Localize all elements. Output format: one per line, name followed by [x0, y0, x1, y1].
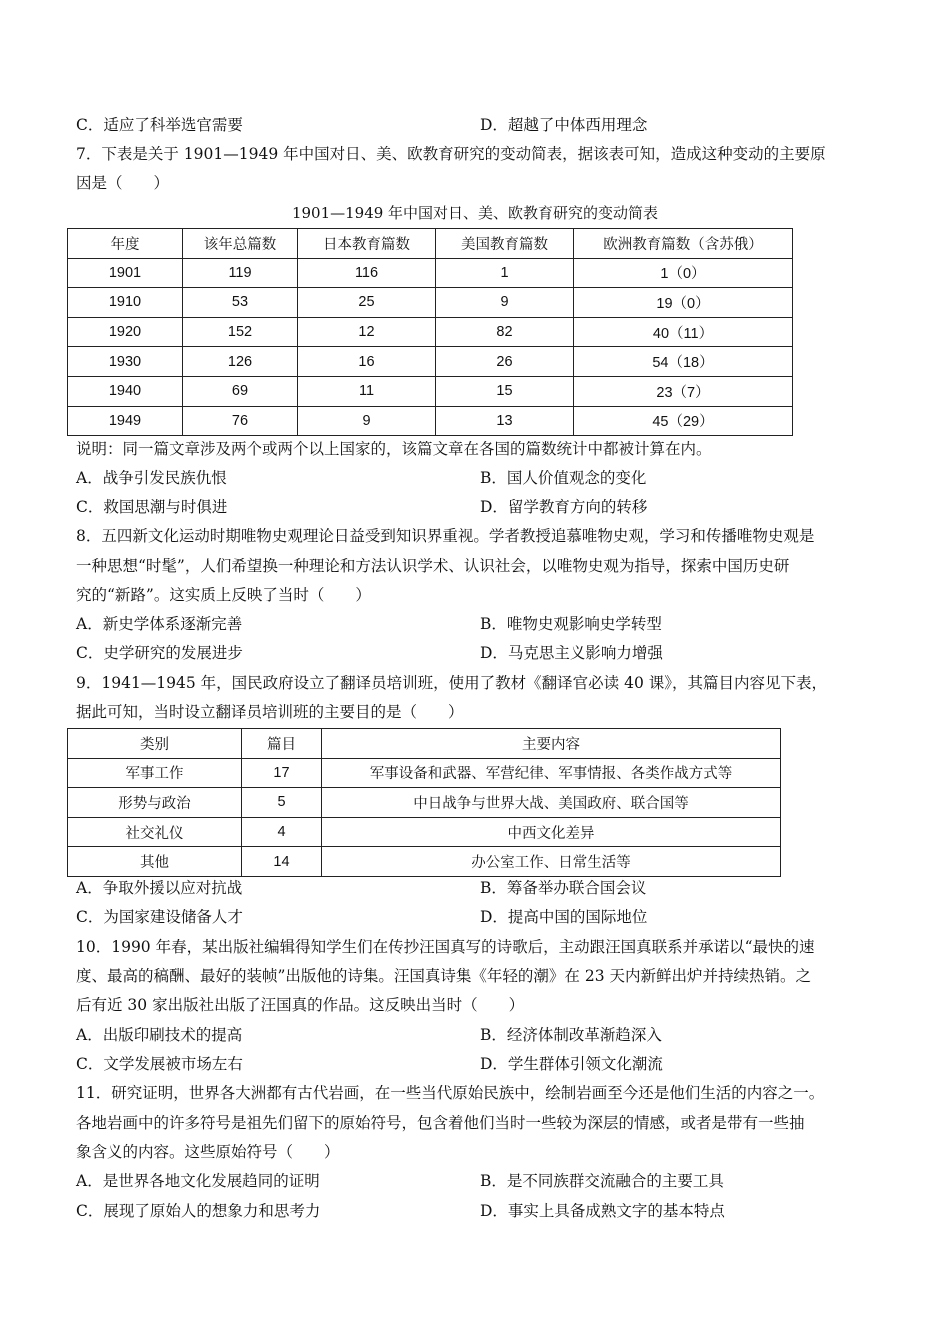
- q7-option-c: C．救国思潮与时俱进: [76, 498, 228, 516]
- q10-option-c: C．文学发展被市场左右: [76, 1055, 243, 1073]
- table-cell: 5: [242, 788, 322, 818]
- q9-option-c: C．为国家建设储备人才: [76, 908, 243, 926]
- q10-option-a: A．出版印刷技术的提高: [76, 1026, 243, 1044]
- q7-stem-line1: 7．下表是关于 1901—1949 年中国对日、美、欧教育研究的变动简表，据该表可知，造成这种变动的主要原: [76, 145, 826, 163]
- q10-option-d: D．学生群体引领文化潮流: [480, 1055, 663, 1073]
- table-header-row: [68, 729, 781, 759]
- table-cell: 116: [298, 258, 436, 288]
- table-cell: 中日战争与世界大战、美国政府、联合国等: [322, 788, 781, 818]
- q8-stem-line2: 一种思想“时髦”，人们希望换一种理论和方法认识学术、认识社会，以唯物史观为指导，探索中国历史研: [76, 557, 790, 575]
- table-cell: 152: [183, 317, 298, 347]
- table-cell: 4: [242, 817, 322, 847]
- table-row: [68, 817, 781, 847]
- table-cell: 其他: [68, 847, 242, 877]
- q9-stem-line1: 9．1941—1945 年，国民政府设立了翻译员培训班，使用了教材《翻译官必读 40 课》，其篇目内容见下表，: [76, 674, 828, 692]
- table-cell: 军事工作: [68, 758, 242, 788]
- table-cell: 23（7）: [574, 376, 793, 406]
- table-cell: 军事设备和武器、军营纪律、军事情报、各类作战方式等: [322, 758, 781, 788]
- table-cell: 40（11）: [574, 317, 793, 347]
- table-cell: 中西文化差异: [322, 817, 781, 847]
- table-header: 类别: [68, 729, 242, 759]
- q7-stem-line2: 因是（ ）: [76, 174, 170, 192]
- q11-stem-line2: 各地岩画中的许多符号是祖先们留下的原始符号，包含着他们当时一些较为深层的情感，或者是带有一些抽: [76, 1114, 805, 1132]
- table-cell: 119: [183, 258, 298, 288]
- q11-stem-line3: 象含义的内容。这些原始符号（ ）: [76, 1143, 340, 1161]
- table-row: [68, 347, 793, 377]
- table-cell: 13: [436, 406, 574, 436]
- table-row: [68, 258, 793, 288]
- table-cell: 1940: [68, 376, 183, 406]
- q9-stem-line2: 据此可知，当时设立翻译员培训班的主要目的是（ ）: [76, 703, 464, 721]
- q7-option-b: B．国人价值观念的变化: [480, 469, 647, 487]
- table-header-row: [68, 229, 793, 259]
- q9-table: [67, 728, 781, 877]
- table-cell: 1910: [68, 288, 183, 318]
- q10-option-b: B．经济体制改革渐趋深入: [480, 1026, 662, 1044]
- q6-option-d: D．超越了中体西用理念: [480, 116, 648, 134]
- table-cell: 45（29）: [574, 406, 793, 436]
- table-cell: 1901: [68, 258, 183, 288]
- table-cell: 69: [183, 376, 298, 406]
- table-cell: 126: [183, 347, 298, 377]
- table-row: [68, 317, 793, 347]
- table-cell: 社交礼仪: [68, 817, 242, 847]
- q10-stem-line3: 后有近 30 家出版社出版了汪国真的作品。这反映出当时（ ）: [76, 996, 525, 1014]
- table-cell: 14: [242, 847, 322, 877]
- q8-option-d: D．马克思主义影响力增强: [480, 644, 663, 662]
- table-row: [68, 406, 793, 436]
- q10-stem-line2: 度、最高的稿酬、最好的装帧”出版他的诗集。汪国真诗集《年轻的潮》在 23 天内新鲜出炉并持续热销。之: [76, 967, 812, 985]
- q11-stem-line1: 11．研究证明，世界各大洲都有古代岩画，在一些当代原始民族中，绘制岩画至今还是他们生活的内容之一。: [76, 1084, 825, 1102]
- table-cell: 9: [298, 406, 436, 436]
- table-row: [68, 376, 793, 406]
- table-cell: 17: [242, 758, 322, 788]
- table-cell: 1949: [68, 406, 183, 436]
- table-header: 年度: [68, 229, 183, 259]
- q7-table-note: 说明：同一篇文章涉及两个或两个以上国家的，该篇文章在各国的篇数统计中都被计算在内。: [76, 440, 712, 458]
- table-row: [68, 288, 793, 318]
- q11-option-b: B．是不同族群交流融合的主要工具: [480, 1172, 724, 1190]
- q7-option-d: D．留学教育方向的转移: [480, 498, 648, 516]
- q9-option-d: D．提高中国的国际地位: [480, 908, 648, 926]
- table-header: 篇目: [242, 729, 322, 759]
- q9-option-b: B．筹备举办联合国会议: [480, 879, 647, 897]
- table-cell: 54（18）: [574, 347, 793, 377]
- table-cell: 1（0）: [574, 258, 793, 288]
- table-cell: 1: [436, 258, 574, 288]
- q8-option-a: A．新史学体系逐渐完善: [76, 615, 243, 633]
- q10-stem-line1: 10．1990 年春，某出版社编辑得知学生们在传抄汪国真写的诗歌后，主动跟汪国真联系并承诺以“最快的速: [76, 938, 815, 956]
- q11-option-a: A．是世界各地文化发展趋同的证明: [76, 1172, 320, 1190]
- table-cell: 12: [298, 317, 436, 347]
- table-cell: 15: [436, 376, 574, 406]
- table-cell: 16: [298, 347, 436, 377]
- table-cell: 办公室工作、日常生活等: [322, 847, 781, 877]
- table-cell: 25: [298, 288, 436, 318]
- table-cell: 9: [436, 288, 574, 318]
- table-cell: 82: [436, 317, 574, 347]
- table-header: 主要内容: [322, 729, 781, 759]
- table-row: [68, 788, 781, 818]
- table-cell: 1930: [68, 347, 183, 377]
- table-header: 日本教育篇数: [298, 229, 436, 259]
- table-header: 美国教育篇数: [436, 229, 574, 259]
- q8-stem-line3: 究的“新路”。这实质上反映了当时（ ）: [76, 586, 371, 604]
- q11-option-c: C．展现了原始人的想象力和思考力: [76, 1202, 321, 1220]
- table-cell: 19（0）: [574, 288, 793, 318]
- table-cell: 76: [183, 406, 298, 436]
- q7-option-a: A．战争引发民族仇恨: [76, 469, 227, 487]
- table-header: 该年总篇数: [183, 229, 298, 259]
- table-cell: 形势与政治: [68, 788, 242, 818]
- table-cell: 26: [436, 347, 574, 377]
- q8-option-c: C．史学研究的发展进步: [76, 644, 243, 662]
- q6-option-c: C．适应了科举选官需要: [76, 116, 243, 134]
- table-cell: 1920: [68, 317, 183, 347]
- table-cell: 53: [183, 288, 298, 318]
- q11-option-d: D．事实上具备成熟文字的基本特点: [480, 1202, 725, 1220]
- table-header: 欧洲教育篇数（含苏俄）: [574, 229, 793, 259]
- table-row: [68, 847, 781, 877]
- q8-stem-line1: 8．五四新文化运动时期唯物史观理论日益受到知识界重视。学者教授追慕唯物史观，学习和传播唯物史观是: [76, 527, 815, 545]
- q7-table: [67, 228, 793, 436]
- q7-table-title: 1901—1949 年中国对日、美、欧教育研究的变动简表: [291, 204, 659, 222]
- table-row: [68, 758, 781, 788]
- table-cell: 11: [298, 376, 436, 406]
- q8-option-b: B．唯物史观影响史学转型: [480, 615, 662, 633]
- q9-option-a: A．争取外援以应对抗战: [76, 879, 243, 897]
